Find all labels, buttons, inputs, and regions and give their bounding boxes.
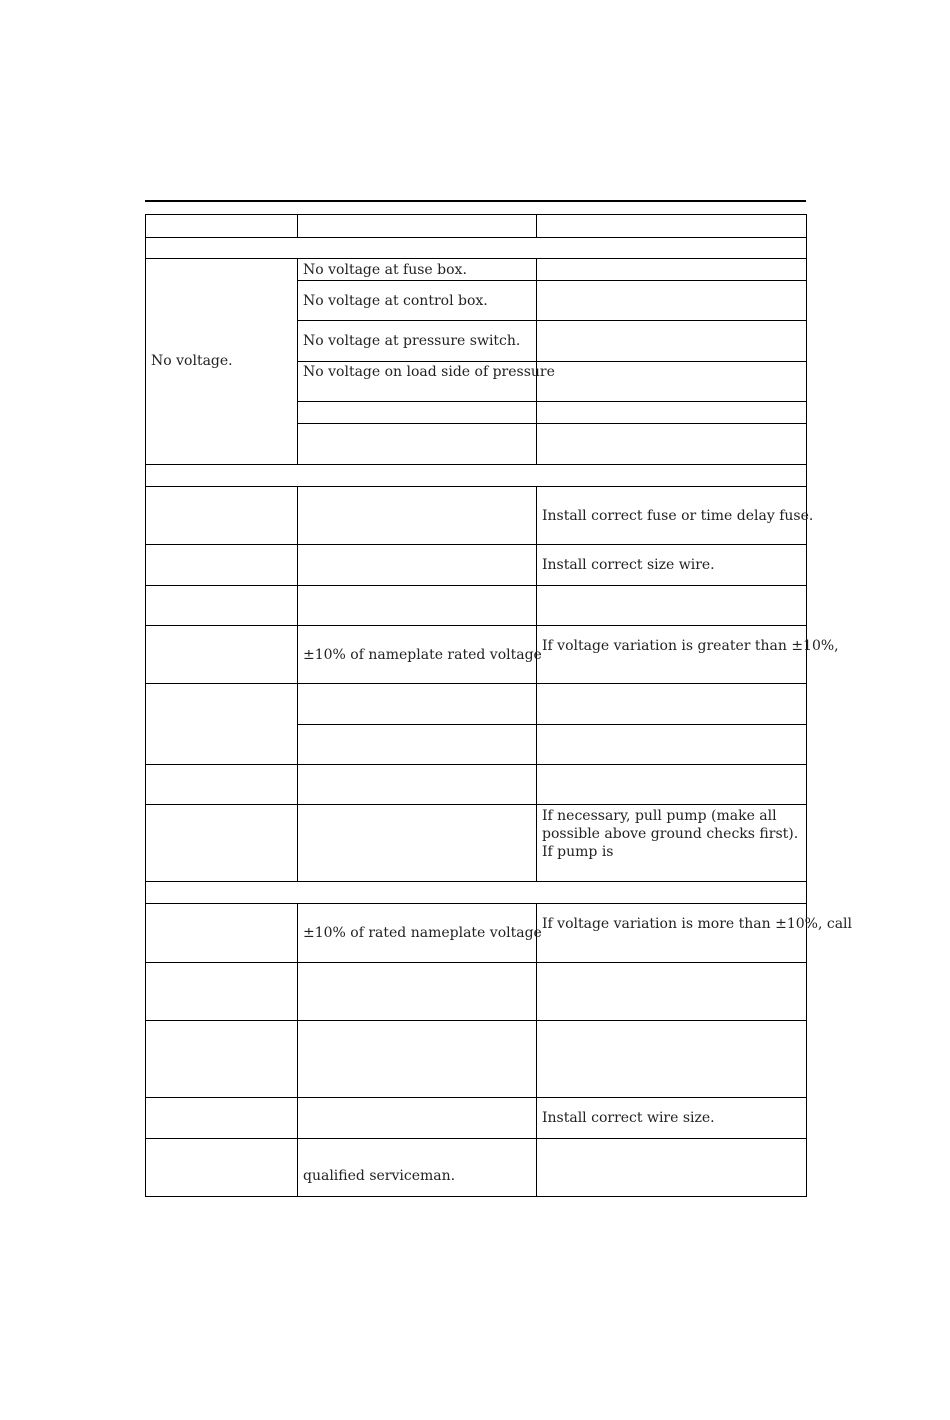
row-line [145, 237, 807, 238]
symptom-no-voltage: No voltage. [151, 353, 233, 369]
row-line [297, 361, 807, 362]
row-line [145, 585, 807, 586]
row-line [145, 625, 807, 626]
row-line [297, 401, 807, 402]
check-nameplate-voltage: ±10% of nameplate rated voltage [303, 647, 542, 663]
row-line [145, 881, 807, 882]
row-line [145, 1196, 807, 1197]
column-divider [297, 903, 298, 1197]
column-divider [297, 214, 298, 237]
row-line [145, 1097, 807, 1098]
table-border-left [145, 214, 146, 1197]
row-line [145, 486, 807, 487]
row-line [297, 280, 807, 281]
row-line [297, 724, 807, 725]
remedy-voltage-call: If voltage variation is more than ±10%, call [542, 916, 853, 932]
header-rule [145, 200, 806, 202]
row-line [145, 1138, 807, 1139]
troubleshooting-table [145, 214, 853, 1197]
check-qualified-serviceman: qualified serviceman. [303, 1168, 456, 1184]
check-fuse-box: No voltage at fuse box. [303, 262, 467, 278]
row-line [145, 804, 807, 805]
check-load-side: No voltage on load side of pressure [303, 364, 555, 380]
check-rated-nameplate-voltage: ±10% of rated nameplate voltage [303, 925, 542, 941]
row-line [145, 683, 807, 684]
remedy-fuse: Install correct fuse or time delay fuse. [542, 508, 814, 524]
row-line [145, 962, 807, 963]
row-line [145, 544, 807, 545]
check-control-box: No voltage at control box. [303, 293, 488, 309]
row-line [297, 320, 807, 321]
row-line [145, 764, 807, 765]
row-line [297, 423, 807, 424]
row-line [145, 1020, 807, 1021]
remedy-wire-size: Install correct wire size. [542, 1110, 715, 1126]
remedy-voltage-variation: If voltage variation is greater than ±10%, [542, 638, 839, 654]
row-line [145, 903, 807, 904]
row-line [145, 258, 807, 259]
remedy-pull-pump: If necessary, pull pump (make all possible above ground checks first). If pump is [542, 808, 799, 860]
remedy-wire: Install correct size wire. [542, 557, 715, 573]
row-line [145, 214, 807, 215]
check-pressure-switch: No voltage at pressure switch. [303, 333, 521, 349]
row-line [145, 464, 807, 465]
column-divider [536, 903, 537, 1197]
column-divider [536, 214, 537, 237]
